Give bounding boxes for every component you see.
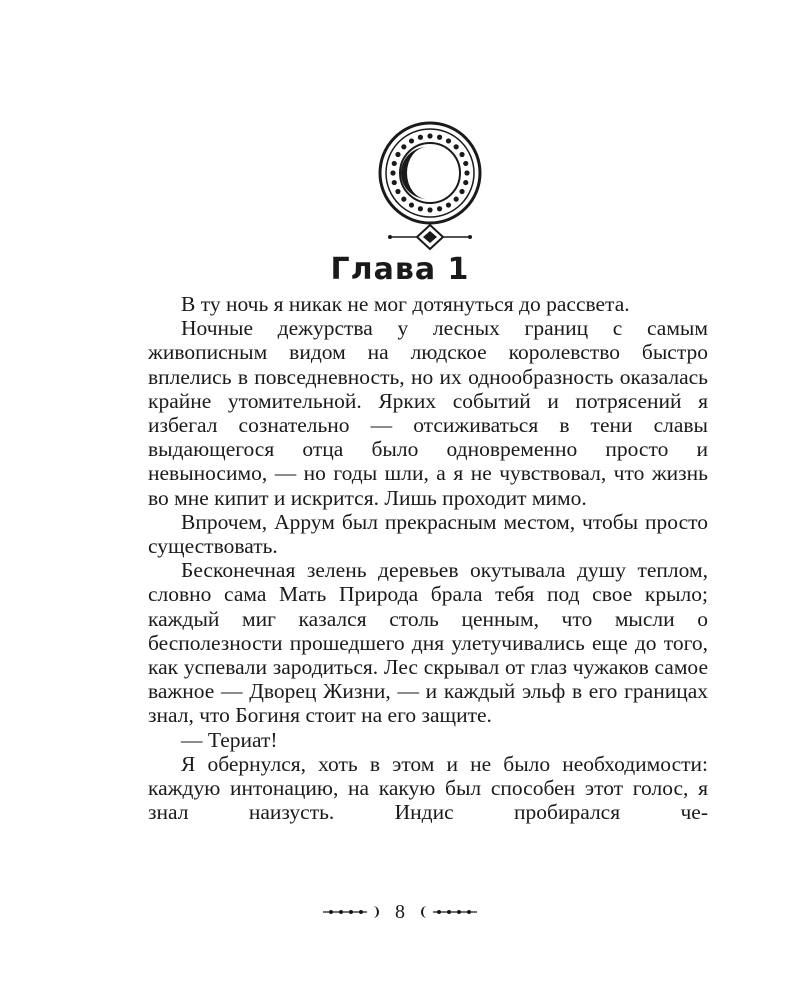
- paragraph: В ту ночь я никак не мог дотянуться до рассвета.: [181, 292, 630, 316]
- paragraph: Бесконечная зелень деревьев окутывала душу теплом, словно сама Мать Природа брала тебя под свое крыло; каждый миг казался столь ценным, что мысли о бесполезности прошедшего дня улетучивались еще до того, как успевали зародиться. Лес скрывал от глаз чужаков самое важное — Дворец Жизни, — и каждый эльф в его границах знал, что Богиня стоит на его защите.: [148, 558, 708, 728]
- emblem-dot: [427, 133, 432, 138]
- paragraph: Я обернулся, хоть в этом и не было необходимости: каждую интонацию, на какую был способен этот голос, я знал наизусть. Индис пробирался че-: [148, 751, 708, 825]
- chapter-title: Глава 1: [330, 252, 470, 287]
- paragraph: Ночные дежурства у лесных границ с самым живописным видом на людское королевство быстро вплелись в повседневность, но их однообразность оказалась крайне утомительной. Ярких событий и потрясений я избегал сознательно — отсиживаться в тени славы выдающегося отца было одновременно просто и невыносимо, — но годы шли, а я не чувствовал, что жизнь во мне кипит и искрится. Лишь проходит мимо.: [148, 316, 708, 510]
- emblem-dot: [392, 180, 397, 185]
- emblem-dot: [459, 152, 464, 157]
- emblem-dot: [427, 207, 432, 212]
- emblem-dot: [463, 161, 468, 166]
- page-footer: [0, 898, 800, 926]
- emblem-dot: [464, 170, 469, 175]
- emblem-dot: [437, 206, 442, 211]
- emblem-dot: [437, 135, 442, 140]
- emblem-dot: [392, 161, 397, 166]
- dotted-flourish-right-icon: [415, 905, 477, 919]
- emblem-dot: [409, 138, 414, 143]
- paragraph: — Териат!: [181, 727, 278, 752]
- emblem-dot: [401, 197, 406, 202]
- emblem-dot: [418, 206, 423, 211]
- emblem-dot: [395, 189, 400, 194]
- paragraph: Впрочем, Аррум был прекрасным местом, чтобы просто существовать.: [148, 509, 708, 559]
- emblem-dot: [446, 138, 451, 143]
- dotted-flourish-left-icon: [323, 905, 385, 919]
- page-number: 8: [395, 900, 405, 923]
- emblem-dot: [418, 135, 423, 140]
- emblem-dot: [446, 202, 451, 207]
- emblem-dot: [409, 202, 414, 207]
- emblem-dot: [459, 189, 464, 194]
- body-text: [148, 292, 708, 824]
- emblem-dot: [390, 170, 395, 175]
- emblem-dot: [454, 144, 459, 149]
- emblem-dot: [395, 152, 400, 157]
- emblem-dot: [401, 144, 406, 149]
- emblem-dot: [463, 180, 468, 185]
- emblem-dot: [454, 197, 459, 202]
- crescent-moon-emblem-icon: [355, 115, 505, 255]
